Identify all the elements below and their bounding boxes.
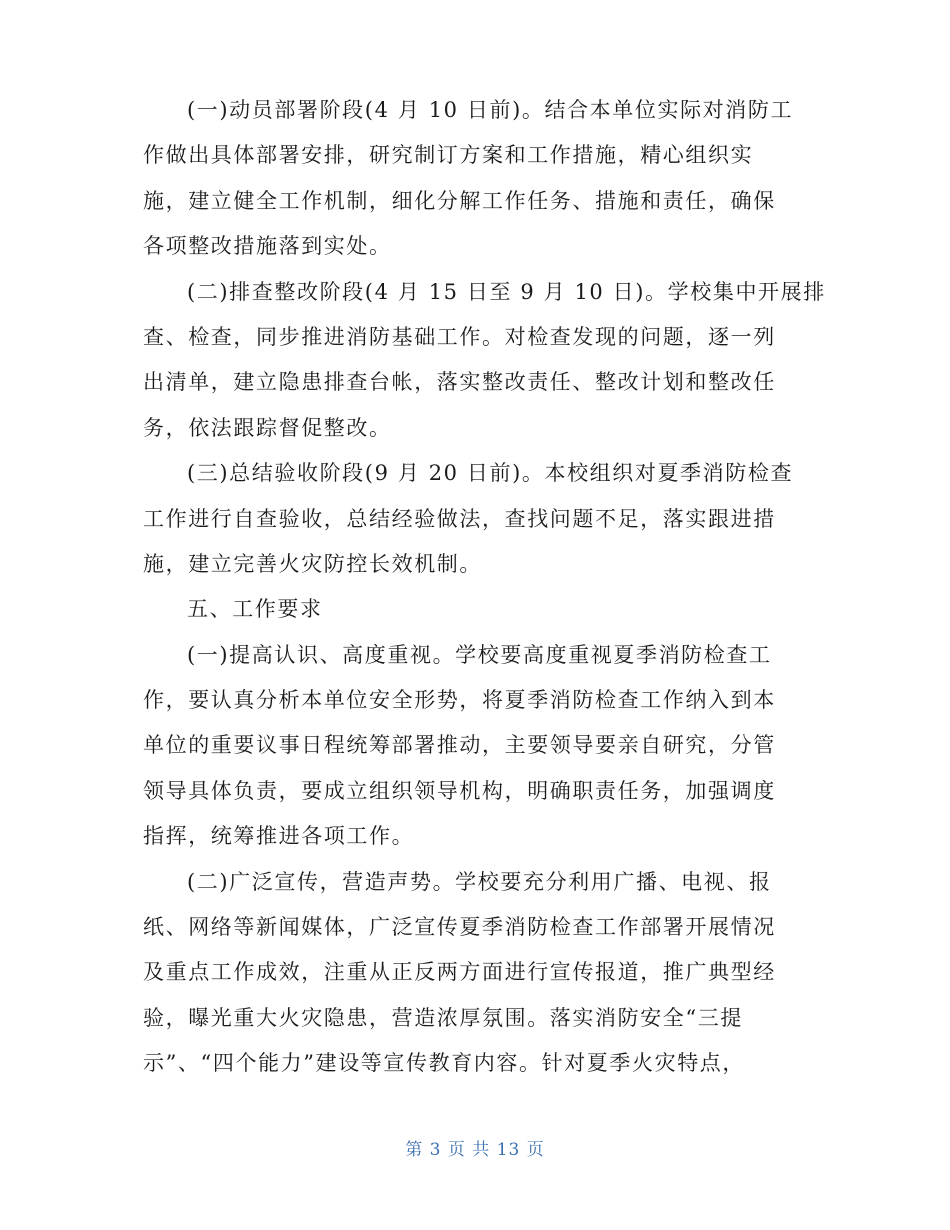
paragraph-line: 验，曝光重大火灾隐患，营造浓厚氛围。落实消防安全“三提: [143, 1005, 743, 1030]
paragraph-line: 查、检查，同步推进消防基础工作。对检查发现的问题，逐一列: [143, 324, 776, 349]
paragraph-line: (一)提高认识、高度重视。学校要高度重视夏季消防检查工: [187, 642, 772, 667]
paragraph-line: 作，要认真分析本单位安全形势，将夏季消防检查工作纳入到本: [143, 688, 776, 713]
paragraph-line: 纸、网络等新闻媒体，广泛宣传夏季消防检查工作部署开展情况: [143, 915, 776, 940]
paragraph-line: 出清单，建立隐患排查台帐，落实整改责任、整改计划和整改任: [143, 370, 776, 395]
section-heading: 五、工作要求: [187, 597, 323, 622]
paragraph-line: 示”、“四个能力”建设等宣传教育内容。针对夏季火灾特点，: [143, 1051, 746, 1076]
paragraph-line: 务，依法跟踪督促整改。: [143, 415, 392, 440]
paragraph-line: 施，建立健全工作机制，细化分解工作任务、措施和责任，确保: [143, 188, 776, 213]
paragraph-line: 工作进行自查验收，总结经验做法，查找问题不足，落实跟进措: [143, 506, 776, 531]
paragraph-line: 作做出具体部署安排，研究制订方案和工作措施，精心组织实: [143, 143, 754, 168]
paragraph-line: (三)总结验收阶段(9 月 20 日前)。本校组织对夏季消防检查: [187, 461, 794, 486]
paragraph-line: 施，建立完善火灾防控长效机制。: [143, 551, 482, 576]
paragraph-line: (一)动员部署阶段(4 月 10 日前)。结合本单位实际对消防工: [187, 98, 794, 122]
page-number-footer: 第 3 页 共 13 页: [405, 1140, 545, 1160]
paragraph-line: (二)排查整改阶段(4 月 15 日至 9 月 10 日)。学校集中开展排: [187, 279, 826, 304]
document-body: [143, 88, 826, 1087]
paragraph-line: 各项整改措施落到实处。: [143, 234, 392, 259]
paragraph-line: 单位的重要议事日程统筹部署推动，主要领导要亲自研究，分管: [143, 733, 776, 758]
paragraph-line: 及重点工作成效，注重从正反两方面进行宣传报道，推广典型经: [143, 960, 776, 985]
paragraph-line: 指挥，统筹推进各项工作。: [143, 824, 415, 849]
paragraph-line: 领导具体负责，要成立组织领导机构，明确职责任务，加强调度: [143, 778, 776, 803]
paragraph-line: (二)广泛宣传，营造声势。学校要充分利用广播、电视、报: [187, 869, 772, 894]
